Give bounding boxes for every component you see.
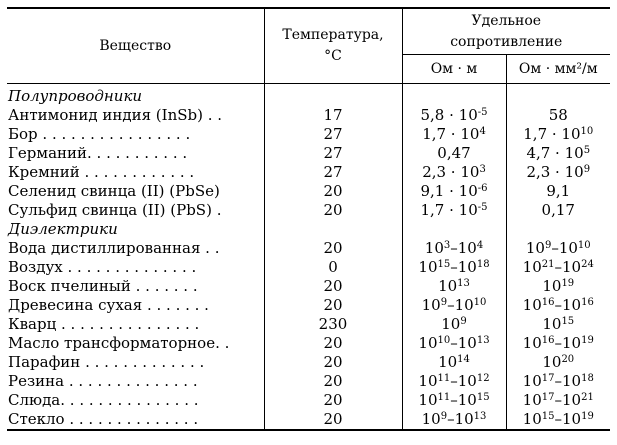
table-row: [7, 296, 610, 315]
resistivity-om-m: $10^{15}-10^{18}$: [402, 258, 506, 277]
substance-name: Антимонид индия (InSb) . .: [7, 106, 264, 125]
resistivity-om-m: 0,47: [402, 144, 506, 163]
resistivity-om-m: $10^{11}-10^{12}$: [402, 372, 506, 391]
substance-name: Селенид свинца (II) (PbSe): [7, 182, 264, 201]
temperature-value: 20: [264, 239, 402, 258]
resistivity-om-m: $10^9$: [402, 315, 506, 334]
resistivity-om-mm2-m: $10^{15}-10^{19}$: [506, 410, 610, 430]
category-title: Полупроводники: [7, 84, 264, 107]
temperature-value: 20: [264, 410, 402, 430]
substance-name: Кварц . . . . . . . . . . . . . . .: [7, 315, 264, 334]
header-substance: Вещество: [7, 8, 264, 84]
resistivity-om-m: $10^9-10^{13}$: [402, 410, 506, 430]
temperature-value: 27: [264, 144, 402, 163]
resistivity-om-mm2-m: $1,7 \cdot 10^{10}$: [523, 125, 594, 143]
resistivity-om-m: $10^3-10^4$: [402, 239, 506, 258]
resistivity-om-mm2-m: $10^{21}-10^{24}$: [522, 258, 594, 276]
empty-cell: [506, 84, 610, 107]
table-row: [7, 277, 610, 296]
temperature-value: 27: [264, 163, 402, 182]
empty-cell: [264, 220, 402, 239]
temperature-value: 17: [264, 106, 402, 125]
temperature-value: 20: [264, 182, 402, 201]
table-row: [7, 334, 610, 353]
temperature-value: 20: [264, 334, 402, 353]
table-row: [7, 201, 610, 220]
resistivity-om-mm2-m: $10^{17}-10^{21}$: [522, 391, 594, 409]
resistivity-om-m: $1,7 \cdot 10^{-5}$: [402, 201, 506, 220]
resistivity-om-m: $10^{10}-10^{13}$: [402, 334, 506, 353]
temperature-value: 27: [264, 125, 402, 144]
resistivity-om-m: $5,8 \cdot 10^{-5}$: [402, 106, 506, 125]
resistivity-om-mm2-m: $4,7 \cdot 10^5$: [526, 144, 591, 162]
temperature-value: 20: [264, 201, 402, 220]
resistivity-om-mm2-m: 58: [548, 106, 568, 124]
resistivity-om-mm2-m: $10^{20}$: [542, 353, 575, 371]
category-row: [7, 84, 610, 107]
header-unit-om-mm2-m: Ом · мм²/м: [506, 55, 610, 84]
category-row: [7, 220, 610, 239]
table-row: [7, 106, 610, 125]
header-resistivity: Удельное сопротивление: [402, 8, 610, 55]
resistivity-table: [7, 7, 610, 431]
resistivity-om-mm2-m: $10^{17}-10^{18}$: [522, 372, 594, 390]
resistivity-om-mm2-m: $10^{19}$: [542, 277, 575, 295]
table-row: [7, 258, 610, 277]
resistivity-om-m: $10^{14}$: [402, 353, 506, 372]
substance-name: Воск пчелиный . . . . . . .: [7, 277, 264, 296]
substance-name: Вода дистиллированная . .: [7, 239, 264, 258]
temperature-value: 20: [264, 391, 402, 410]
table-row: [7, 144, 610, 163]
resistivity-om-m: $10^{13}$: [402, 277, 506, 296]
table-row: [7, 353, 610, 372]
resistivity-om-mm2-m: $10^{15}$: [542, 315, 575, 333]
table-row: [7, 372, 610, 391]
substance-name: Бор . . . . . . . . . . . . . . . .: [7, 125, 264, 144]
temperature-value: 20: [264, 372, 402, 391]
substance-name: Древесина сухая . . . . . . .: [7, 296, 264, 315]
temperature-value: 20: [264, 353, 402, 372]
resistivity-om-mm2-m: 9,1: [546, 182, 571, 200]
resistivity-om-mm2-m: $10^{16}-10^{19}$: [522, 334, 594, 352]
substance-name: Воздух . . . . . . . . . . . . . .: [7, 258, 264, 277]
substance-name: Парафин . . . . . . . . . . . . .: [7, 353, 264, 372]
resistivity-om-mm2-m: $10^{16}-10^{16}$: [522, 296, 594, 314]
header-temperature: Температура, °C: [264, 8, 402, 84]
substance-name: Германий. . . . . . . . . . .: [7, 144, 264, 163]
resistivity-om-mm2-m: $10^9-10^{10}$: [525, 239, 591, 257]
temperature-value: 230: [264, 315, 402, 334]
empty-cell: [402, 220, 506, 239]
temperature-value: 0: [264, 258, 402, 277]
temperature-value: 20: [264, 277, 402, 296]
substance-name: Стекло . . . . . . . . . . . . . .: [7, 410, 264, 430]
table-body: [7, 84, 610, 431]
resistivity-om-mm2-m: 0,17: [541, 201, 575, 219]
resistivity-om-m: $10^{11}-10^{15}$: [402, 391, 506, 410]
table-row: [7, 182, 610, 201]
category-title: Диэлектрики: [7, 220, 264, 239]
temperature-value: 20: [264, 296, 402, 315]
substance-name: Слюда. . . . . . . . . . . . . . .: [7, 391, 264, 410]
resistivity-om-m: $9,1 \cdot 10^{-6}$: [402, 182, 506, 201]
table-row: [7, 391, 610, 410]
header-unit-om-m: Ом · м: [402, 55, 506, 84]
empty-cell: [402, 84, 506, 107]
resistivity-om-m: $2,3 \cdot 10^3$: [402, 163, 506, 182]
resistivity-om-mm2-m: $2,3 \cdot 10^9$: [526, 163, 591, 181]
empty-cell: [506, 220, 610, 239]
table-row: [7, 163, 610, 182]
table-row: [7, 410, 610, 430]
substance-name: Масло трансформаторное. .: [7, 334, 264, 353]
substance-name: Резина . . . . . . . . . . . . . .: [7, 372, 264, 391]
resistivity-om-m: $1,7 \cdot 10^4$: [402, 125, 506, 144]
resistivity-om-m: $10^9-10^{10}$: [402, 296, 506, 315]
substance-name: Сульфид свинца (II) (PbS) .: [7, 201, 264, 220]
table-row: [7, 315, 610, 334]
substance-name: Кремний . . . . . . . . . . . .: [7, 163, 264, 182]
empty-cell: [264, 84, 402, 107]
table-row: [7, 239, 610, 258]
table-row: [7, 125, 610, 144]
